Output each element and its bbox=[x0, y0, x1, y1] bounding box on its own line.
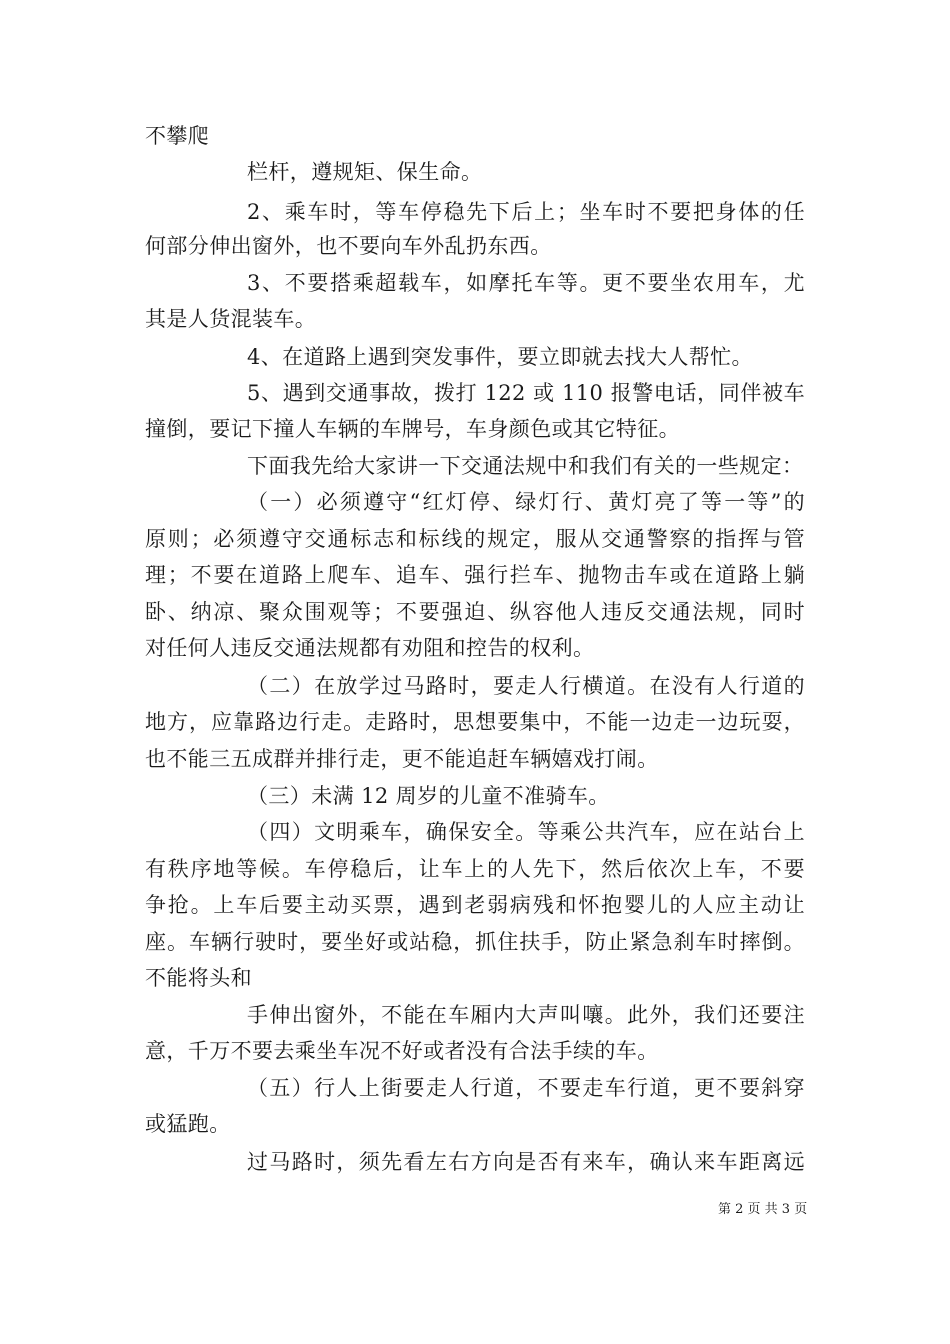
text-line: 3、不要搭乘超载车，如摩托车等。更不要坐农用车，尤 bbox=[247, 271, 805, 295]
text-line: 原则；必须遵守交通标志和标线的规定，服从交通警察的指挥与管 bbox=[145, 527, 805, 551]
text-line: 4、在道路上遇到突发事件，要立即就去找大人帮忙。 bbox=[247, 345, 753, 369]
text-line: 下面我先给大家讲一下交通法规中和我们有关的一些规定： bbox=[247, 454, 804, 478]
text-line: 撞倒，要记下撞人车辆的车牌号，车身颜色或其它特征。 bbox=[145, 417, 680, 441]
text-line: （五）行人上街要走人行道，不要走车行道，更不要斜穿 bbox=[247, 1076, 805, 1100]
text-line: 2、乘车时，等车停稳先下后上；坐车时不要把身体的任 bbox=[247, 200, 805, 224]
text-line: 卧、纳凉、聚众围观等；不要强迫、纵容他人违反交通法规，同时 bbox=[145, 600, 805, 624]
text-line: 栏杆，遵规矩、保生命。 bbox=[247, 160, 483, 184]
text-line: 有秩序地等候。车停稳后，让车上的人先下，然后依次上车，不要 bbox=[145, 857, 805, 881]
text-line: 不能将头和 bbox=[145, 966, 252, 990]
text-line: 对任何人违反交通法规都有劝阻和控告的权利。 bbox=[145, 636, 595, 660]
text-line: （四）文明乘车，确保安全。等乘公共汽车，应在站台上 bbox=[247, 820, 805, 844]
text-line: （三）未满 12 周岁的儿童不准骑车。 bbox=[247, 784, 610, 808]
text-line: 不攀爬 bbox=[145, 124, 210, 148]
text-line: 理；不要在道路上爬车、追车、强行拦车、抛物击车或在道路上躺 bbox=[145, 563, 805, 587]
text-line: 何部分伸出窗外，也不要向车外乱扔东西。 bbox=[145, 234, 552, 258]
text-line: 座。车辆行驶时，要坐好或站稳，抓住扶手，防止紧急刹车时摔倒。 bbox=[145, 930, 805, 954]
text-line: 5、遇到交通事故，拨打 122 或 110 报警电话，同伴被车 bbox=[247, 381, 805, 405]
text-line: （二）在放学过马路时，要走人行横道。在没有人行道的 bbox=[247, 674, 805, 698]
text-line: （一）必须遵守“红灯停、绿灯行、黄灯亮了等一等”的 bbox=[247, 490, 805, 514]
text-line: 或猛跑。 bbox=[145, 1112, 231, 1136]
text-line: 手伸出窗外，不能在车厢内大声叫嚷。此外，我们还要注 bbox=[247, 1003, 805, 1027]
text-line: 过马路时，须先看左右方向是否有来车，确认来车距离远 bbox=[247, 1150, 805, 1174]
text-line: 争抢。上车后要主动买票，遇到老弱病残和怀抱婴儿的人应主动让 bbox=[145, 893, 805, 917]
text-line: 地方，应靠路边行走。走路时，思想要集中，不能一边走一边玩耍， bbox=[145, 710, 805, 734]
text-line: 也不能三五成群并排行走，更不能追赶车辆嬉戏打闹。 bbox=[145, 747, 659, 771]
text-line: 意，千万不要去乘坐车况不好或者没有合法手续的车。 bbox=[145, 1039, 659, 1063]
page-number: 第 2 页 共 3 页 bbox=[718, 1202, 808, 1217]
text-line: 其是人货混装车。 bbox=[145, 307, 317, 331]
